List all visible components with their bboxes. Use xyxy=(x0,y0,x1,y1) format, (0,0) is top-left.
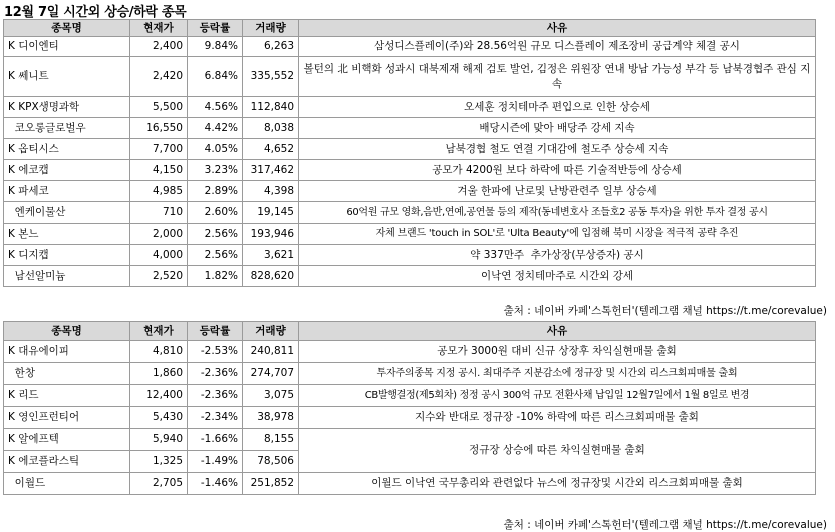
stock-name: K KPX생명과학 xyxy=(4,97,130,118)
stock-volume: 240,811 xyxy=(243,341,299,363)
header-price: 현재가 xyxy=(130,322,188,341)
stock-name: K 영인프런티어 xyxy=(4,407,130,429)
stock-rate: 9.84% xyxy=(188,37,243,57)
stock-rate: 6.84% xyxy=(188,57,243,97)
stock-reason: 약 337만주 추가상장(무상증자) 공시 xyxy=(299,245,816,266)
stock-rate: 1.82% xyxy=(188,266,243,287)
stock-price: 710 xyxy=(130,202,188,224)
stock-price: 2,520 xyxy=(130,266,188,287)
stock-rate: 4.56% xyxy=(188,97,243,118)
stock-name: K 옵티시스 xyxy=(4,139,130,160)
header-price: 현재가 xyxy=(130,20,188,37)
table-row xyxy=(4,37,816,57)
falling-stocks-table xyxy=(3,321,816,495)
page-title: 12월 7일 시간외 상승/하락 종목 xyxy=(4,5,187,20)
table-row xyxy=(4,385,816,407)
stock-price: 2,705 xyxy=(130,473,188,495)
stock-reason: 겨울 한파에 난로및 난방관련주 일부 상승세 xyxy=(299,181,816,202)
stock-rate: -1.49% xyxy=(188,451,243,473)
stock-rate: 2.89% xyxy=(188,181,243,202)
stock-volume: 78,506 xyxy=(243,451,299,473)
table-row xyxy=(4,202,816,224)
stock-rate: 3.23% xyxy=(188,160,243,181)
stock-volume: 4,652 xyxy=(243,139,299,160)
header-volume: 거래량 xyxy=(243,20,299,37)
stock-reason: 배당시즌에 맞아 배당주 강세 지속 xyxy=(299,118,816,139)
stock-price: 5,500 xyxy=(130,97,188,118)
stock-reason: 이낙연 정치테마주로 시간외 강세 xyxy=(299,266,816,287)
stock-rate: -2.36% xyxy=(188,385,243,407)
stock-name: K 디이엔티 xyxy=(4,37,130,57)
stock-reason: 이월드 이낙연 국무총리와 관련없다 뉴스에 정규장및 시간외 리스크회피매물 출회 xyxy=(299,473,816,495)
stock-volume: 3,075 xyxy=(243,385,299,407)
stock-name: 엔케이물산 xyxy=(4,202,130,224)
stock-name: K 파세코 xyxy=(4,181,130,202)
stock-volume: 193,946 xyxy=(243,224,299,245)
stock-name: K 대유에이피 xyxy=(4,341,130,363)
stock-reason: 남북경협 철도 연결 기대감에 철도주 상승세 지속 xyxy=(299,139,816,160)
stock-reason: 삼성디스플레이(주)와 28.56억원 규모 디스플레이 제조장비 공급계약 체결 공시 xyxy=(299,37,816,57)
table-row xyxy=(4,224,816,245)
stock-rate: -2.53% xyxy=(188,341,243,363)
stock-volume: 112,840 xyxy=(243,97,299,118)
header-reason: 사유 xyxy=(299,20,816,37)
header-name: 종목명 xyxy=(4,20,130,37)
table-row xyxy=(4,473,816,495)
stock-volume: 8,038 xyxy=(243,118,299,139)
table-row xyxy=(4,407,816,429)
stock-price: 4,000 xyxy=(130,245,188,266)
stock-rate: -2.34% xyxy=(188,407,243,429)
stock-reason: 오세훈 정치테마주 편입으로 인한 상승세 xyxy=(299,97,816,118)
stock-rate: 2.56% xyxy=(188,224,243,245)
stock-volume: 38,978 xyxy=(243,407,299,429)
table-row xyxy=(4,429,816,451)
stock-price: 2,000 xyxy=(130,224,188,245)
stock-reason-merged: 정규장 상승에 따른 차익실현매물 출회 xyxy=(299,429,816,473)
stock-rate: 2.56% xyxy=(188,245,243,266)
stock-price: 7,700 xyxy=(130,139,188,160)
stock-reason: 공모가 3000원 대비 신규 상장후 차익실현매물 출회 xyxy=(299,341,816,363)
table-row xyxy=(4,245,816,266)
stock-price: 1,325 xyxy=(130,451,188,473)
header-name: 종목명 xyxy=(4,322,130,341)
stock-reason: 지수와 반대로 정규장 -10% 하락에 따른 리스크회피매물 출회 xyxy=(299,407,816,429)
stock-volume: 317,462 xyxy=(243,160,299,181)
stock-price: 5,940 xyxy=(130,429,188,451)
table-header-row xyxy=(4,20,816,37)
stock-reason: 60억원 규모 영화,음반,연예,공연물 등의 제작(동네변호사 조들호2 공동 투자)을 위한 투자 결정 공시 xyxy=(299,202,816,224)
stock-reason: 자체 브랜드 'touch in SOL'로 'Ulta Beauty'에 입점해 북미 시장을 적극적 공략 추진 xyxy=(299,224,816,245)
table-row xyxy=(4,57,816,97)
stock-volume: 274,707 xyxy=(243,363,299,385)
stock-price: 2,400 xyxy=(130,37,188,57)
stock-price: 4,150 xyxy=(130,160,188,181)
stock-price: 4,985 xyxy=(130,181,188,202)
stock-reason: 공모가 4200원 보다 하락에 따른 기술적반등에 상승세 xyxy=(299,160,816,181)
table-row xyxy=(4,160,816,181)
table-row xyxy=(4,97,816,118)
stock-name: K 디지캡 xyxy=(4,245,130,266)
table-row xyxy=(4,266,816,287)
stock-reason: 볼턴의 北 비핵화 성과시 대북제재 해제 검토 발언, 김정은 위원장 연내 방남 가능성 부각 등 남북경협주 관심 지속 xyxy=(299,57,816,97)
stock-volume: 19,145 xyxy=(243,202,299,224)
stock-rate: 4.42% xyxy=(188,118,243,139)
table-row xyxy=(4,181,816,202)
stock-volume: 6,263 xyxy=(243,37,299,57)
stock-price: 12,400 xyxy=(130,385,188,407)
stock-reason: CB발행결정(제5회차) 정정 공시 300억 규모 전환사채 납입일 12월7일에서 1월 8일로 변경 xyxy=(299,385,816,407)
stock-name: K 본느 xyxy=(4,224,130,245)
stock-name: 한창 xyxy=(4,363,130,385)
stock-name: K 에코플라스틱 xyxy=(4,451,130,473)
stock-rate: -1.66% xyxy=(188,429,243,451)
source-credit: 출처 : 네이버 카페'스톡헌터'(텔레그램 채널 https://t.me/corevalue) xyxy=(503,305,827,317)
stock-volume: 251,852 xyxy=(243,473,299,495)
stock-rate: 2.60% xyxy=(188,202,243,224)
header-rate: 등락률 xyxy=(188,322,243,341)
stock-volume: 828,620 xyxy=(243,266,299,287)
table-row xyxy=(4,139,816,160)
stock-name: 남선알미늄 xyxy=(4,266,130,287)
source-credit: 출처 : 네이버 카페'스톡헌터'(텔레그램 채널 https://t.me/corevalue) xyxy=(503,519,827,531)
stock-rate: -1.46% xyxy=(188,473,243,495)
rising-stocks-table xyxy=(3,19,816,287)
stock-price: 5,430 xyxy=(130,407,188,429)
header-rate: 등락률 xyxy=(188,20,243,37)
stock-volume: 4,398 xyxy=(243,181,299,202)
table-row xyxy=(4,363,816,385)
stock-rate: -2.36% xyxy=(188,363,243,385)
table-row xyxy=(4,118,816,139)
stock-volume: 3,621 xyxy=(243,245,299,266)
stock-name: K 알에프텍 xyxy=(4,429,130,451)
stock-name: K 리드 xyxy=(4,385,130,407)
stock-name: 이월드 xyxy=(4,473,130,495)
stock-volume: 8,155 xyxy=(243,429,299,451)
stock-reason: 투자주의종목 지정 공시. 최대주주 지분감소에 정규장 및 시간외 리스크회피매물 출회 xyxy=(299,363,816,385)
header-reason: 사유 xyxy=(299,322,816,341)
stock-price: 1,860 xyxy=(130,363,188,385)
stock-price: 4,810 xyxy=(130,341,188,363)
stock-name: K 쎄니트 xyxy=(4,57,130,97)
stock-name: 코오롱글로벌우 xyxy=(4,118,130,139)
table-header-row xyxy=(4,322,816,341)
stock-volume: 335,552 xyxy=(243,57,299,97)
stock-price: 2,420 xyxy=(130,57,188,97)
table-row xyxy=(4,341,816,363)
stock-rate: 4.05% xyxy=(188,139,243,160)
stock-price: 16,550 xyxy=(130,118,188,139)
stock-name: K 에코캡 xyxy=(4,160,130,181)
header-volume: 거래량 xyxy=(243,322,299,341)
